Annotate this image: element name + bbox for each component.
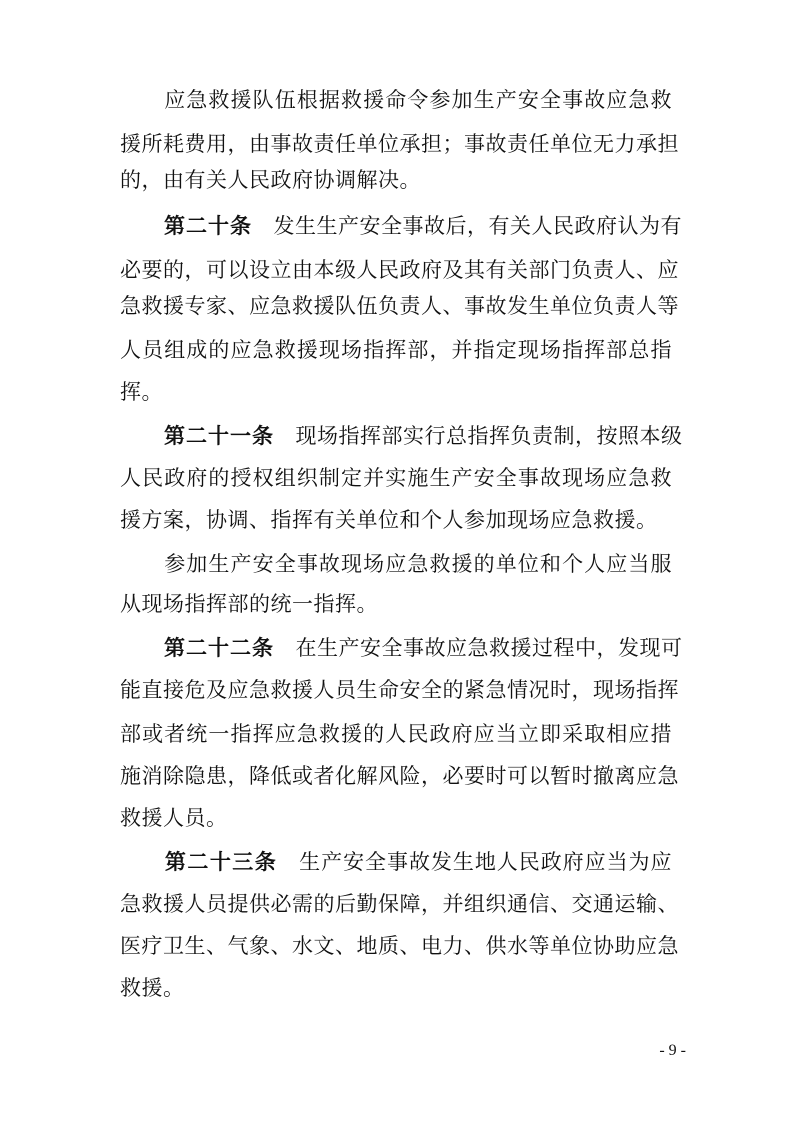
text-line <box>120 886 679 922</box>
text-line <box>120 758 679 794</box>
line-text: 急救援人员提供必需的后勤保障，并组织通信、交通运输、 <box>120 892 679 916</box>
article-heading: 第二十二条 <box>120 636 274 660</box>
text-line <box>120 844 672 880</box>
article-heading: 第二十三条 <box>120 850 278 874</box>
line-text: 援方案，协调、指挥有关单位和个人参加现场应急救援。 <box>120 508 658 532</box>
line-text: 在生产安全事故应急救援过程中，发现可 <box>274 636 683 660</box>
line-text: 急救援专家、应急救援队伍负责人、事故发生单位负责人等 <box>120 294 679 318</box>
text-line <box>120 502 672 538</box>
text-line <box>120 332 672 368</box>
line-text: 救援。 <box>120 976 185 1000</box>
line-text: 援所耗费用，由事故责任单位承担；事故责任单位无力承担 <box>120 132 679 156</box>
line-text: 应急救援队伍根据救援命令参加生产安全事故应急救 <box>120 88 672 112</box>
line-text: 挥。 <box>120 380 163 404</box>
article-heading: 第二十一条 <box>120 424 274 448</box>
text-line <box>120 126 679 162</box>
text-line <box>120 460 672 496</box>
line-text: 救援人员。 <box>120 806 228 830</box>
article-heading: 第二十条 <box>120 214 252 238</box>
text-line <box>120 672 679 708</box>
page-number: - 9 - <box>659 1042 686 1059</box>
text-line <box>120 800 672 836</box>
text-line <box>120 374 672 410</box>
line-text: 部或者统一指挥应急救援的人民政府应当立即采取相应措 <box>120 722 672 746</box>
text-line <box>120 418 683 454</box>
line-text: 能直接危及应急救援人员生命安全的紧急情况时，现场指挥 <box>120 678 679 702</box>
text-line <box>120 252 679 288</box>
text-line <box>120 162 672 198</box>
line-text: 人民政府的授权组织制定并实施生产安全事故现场应急救 <box>120 466 672 490</box>
text-line <box>120 288 679 324</box>
line-text: 生产安全事故发生地人民政府应当为应 <box>277 850 673 874</box>
text-line <box>120 630 683 666</box>
line-text: 必要的，可以设立由本级人民政府及其有关部门负责人、应 <box>120 258 679 282</box>
line-text: 医疗卫生、气象、水文、地质、电力、供水等单位协助应急 <box>120 934 679 958</box>
text-line <box>120 82 672 118</box>
text-line <box>120 928 679 964</box>
line-text: 的，由有关人民政府协调解决。 <box>120 168 421 192</box>
line-text: 现场指挥部实行总指挥负责制，按照本级 <box>274 424 683 448</box>
text-line <box>120 586 672 622</box>
line-text: 从现场指挥部的统一指挥。 <box>120 592 378 616</box>
line-text: 施消除隐患，降低或者化解风险，必要时可以暂时撤离应急 <box>120 764 679 788</box>
line-text: 参加生产安全事故现场应急救援的单位和个人应当服 <box>120 552 672 576</box>
text-line <box>120 546 672 582</box>
text-line <box>120 716 672 752</box>
text-line <box>120 208 682 244</box>
line-text: 发生生产安全事故后，有关人民政府认为有 <box>252 214 682 238</box>
line-text: 人员组成的应急救援现场指挥部，并指定现场指挥部总指 <box>120 338 672 362</box>
text-line <box>120 970 672 1006</box>
